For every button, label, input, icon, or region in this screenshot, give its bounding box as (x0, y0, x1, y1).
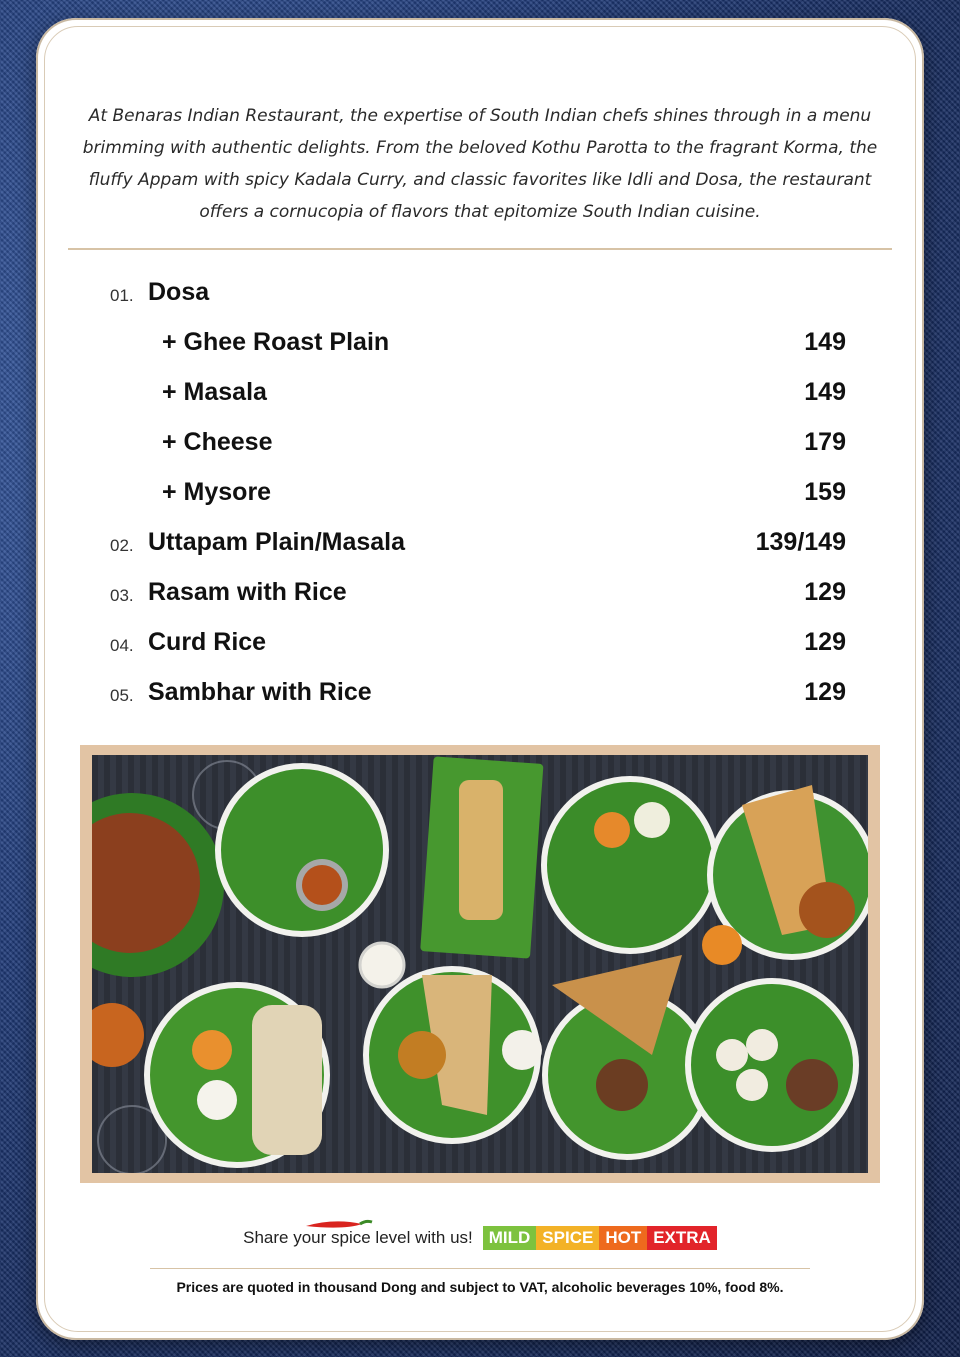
item-name: Curd Rice (148, 628, 267, 656)
dosa-sub-item (110, 328, 846, 378)
menu-item (110, 678, 846, 728)
spice-mild-badge: MILD (483, 1226, 537, 1250)
top-divider (68, 248, 892, 250)
food-photo-frame (80, 745, 880, 1183)
spice-spice-badge: SPICE (536, 1226, 599, 1250)
price-note: Prices are quoted in thousand Dong and subject to VAT, alcoholic beverages 10%, food 8%. (176, 1279, 784, 1295)
item-name: + Masala (162, 378, 267, 406)
item-price: 139/149 (755, 528, 846, 556)
spice-extra-badge: EXTRA (647, 1226, 717, 1250)
item-price: 129 (804, 578, 846, 606)
footer-divider (150, 1268, 810, 1269)
dosa-sub-item (110, 428, 846, 478)
item-name: Rasam with Rice (148, 578, 347, 606)
item-price: 129 (804, 678, 846, 706)
item-price: 159 (804, 478, 846, 506)
item-name: + Ghee Roast Plain (162, 328, 390, 356)
item-price: 129 (804, 628, 846, 656)
spice-hot-badge: HOT (599, 1226, 647, 1250)
intro-text: At Benaras Indian Restaurant, the expertise of South Indian chefs shines through in a menu brimming with authentic delights. From the beloved Kothu Parotta to the fragrant Korma, the fluffy Appam with spicy Kadala Curry, and classic favorites like Idli and Dosa, the restaurant offers a cornucopia of flavors that epitomize South Indian cuisine. (82, 106, 878, 222)
item-number: 02. (110, 536, 134, 555)
item-number: 04. (110, 636, 134, 655)
item-name: + Mysore (162, 478, 272, 506)
item-name: Uttapam Plain/Masala (148, 528, 406, 556)
chili-icon (304, 1216, 374, 1232)
spice-level-bar (0, 1226, 960, 1250)
food-illustration (92, 755, 868, 1173)
item-price: 149 (804, 378, 846, 406)
food-photo (92, 755, 868, 1173)
menu-item (110, 528, 846, 578)
dosa-sub-item (110, 378, 846, 428)
item-number: 01. (110, 286, 134, 305)
item-price: 149 (804, 328, 846, 356)
menu-item-dosa (110, 278, 846, 328)
dosa-sub-item (110, 478, 846, 528)
menu-list (110, 278, 846, 728)
menu-item (110, 628, 846, 678)
item-price: 179 (804, 428, 846, 456)
item-name: Dosa (148, 278, 210, 306)
spice-prompt: Share your spice level with us! (243, 1228, 473, 1247)
menu-item (110, 578, 846, 628)
item-name: Sambhar with Rice (148, 678, 372, 706)
item-name: + Cheese (162, 428, 273, 456)
item-number: 03. (110, 586, 134, 605)
item-number: 05. (110, 686, 134, 705)
